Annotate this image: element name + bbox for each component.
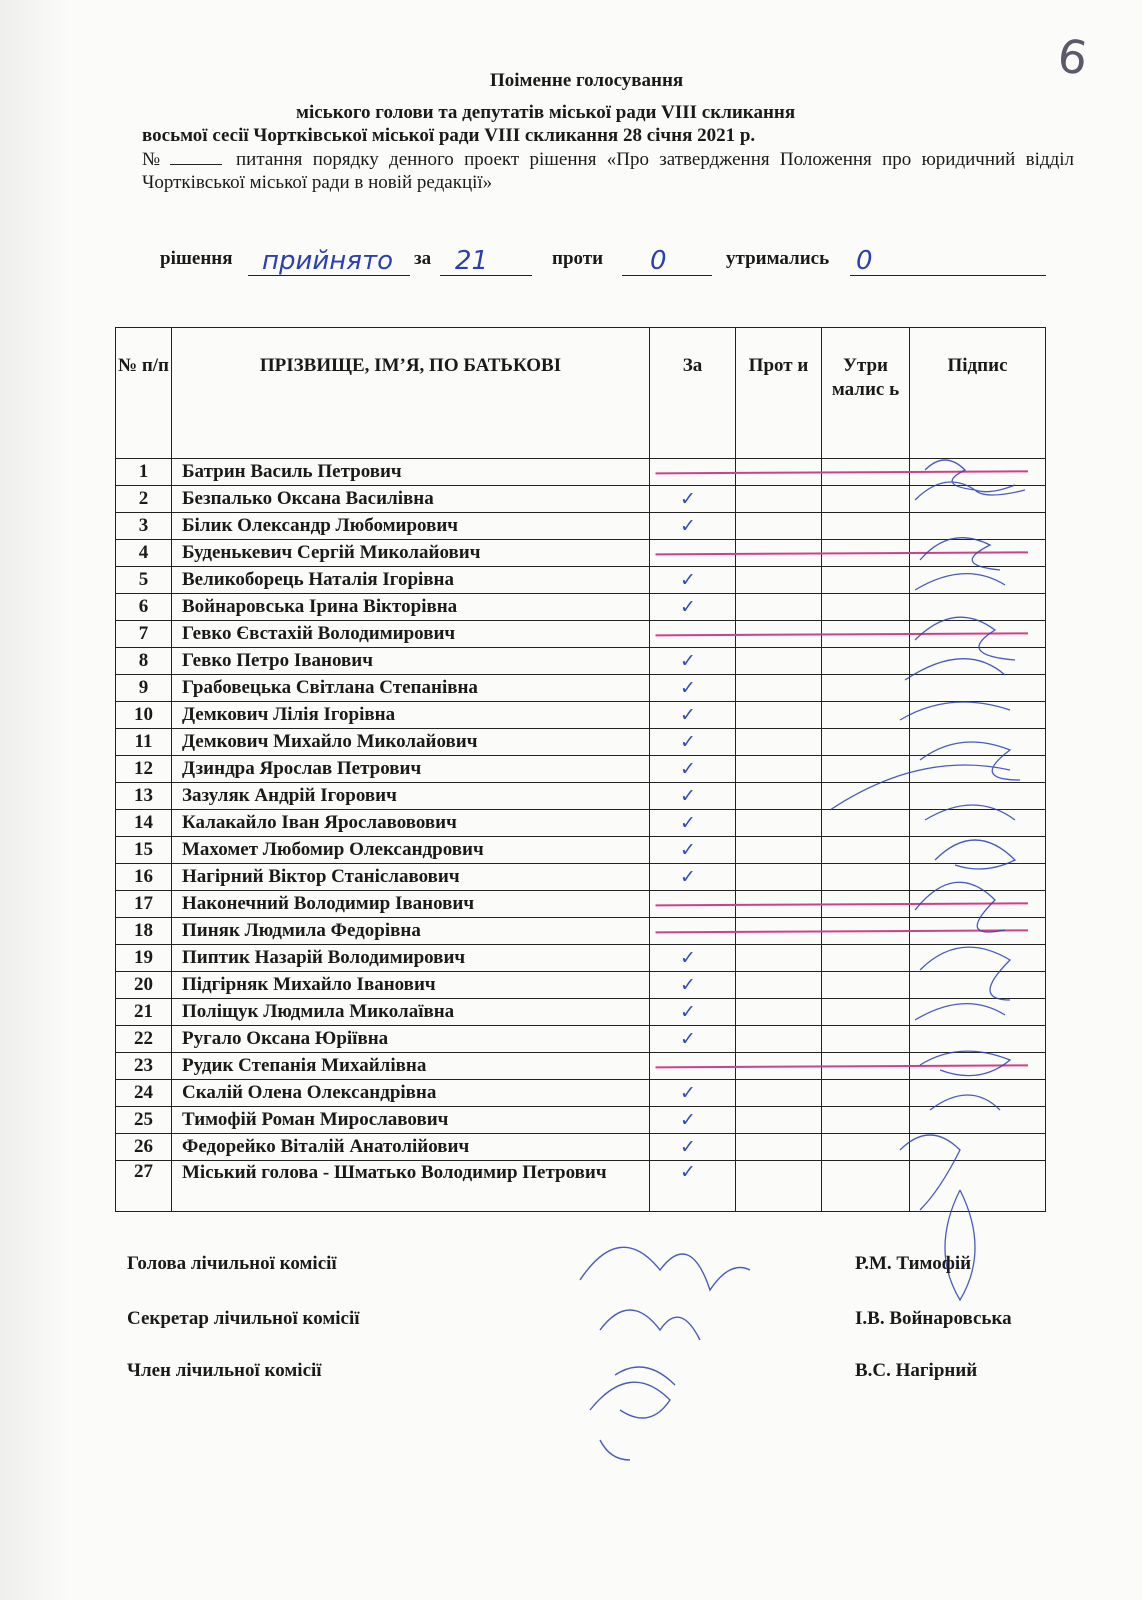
table-row	[116, 621, 1046, 648]
against-underline	[622, 275, 712, 276]
table-row	[116, 1026, 1046, 1053]
row-signature	[910, 945, 1046, 972]
row-signature	[910, 567, 1046, 594]
row-number: 2	[116, 486, 172, 513]
row-signature	[910, 864, 1046, 891]
row-vote-abstained	[822, 513, 910, 540]
roll-call-table	[115, 327, 1046, 1212]
header-abstained: Утри малис ь	[822, 328, 910, 459]
row-number: 8	[116, 648, 172, 675]
table-row	[116, 675, 1046, 702]
row-vote-abstained	[822, 810, 910, 837]
row-name: Рудик Степанія Михайлівна	[172, 1053, 650, 1080]
row-signature	[910, 702, 1046, 729]
row-vote-against	[736, 1107, 822, 1134]
row-number: 7	[116, 621, 172, 648]
row-vote-for: ✓	[650, 783, 736, 810]
row-vote-for: ✓	[650, 945, 736, 972]
row-name: Войнаровська Ірина Вікторівна	[172, 594, 650, 621]
commission-role: Голова лічильної комісії	[127, 1253, 337, 1274]
row-vote-abstained	[822, 837, 910, 864]
row-name: Підгірняк Михайло Іванович	[172, 972, 650, 999]
row-vote-against	[736, 1080, 822, 1107]
agenda-item	[142, 148, 1074, 194]
row-vote-abstained	[822, 1161, 910, 1212]
row-vote-against	[736, 972, 822, 999]
row-vote-abstained	[822, 756, 910, 783]
header-name: ПРІЗВИЩЕ, ІМ’Я, ПО БАТЬКОВІ	[172, 328, 650, 459]
row-vote-against	[736, 621, 822, 648]
row-signature	[910, 513, 1046, 540]
row-vote-abstained	[822, 648, 910, 675]
row-number: 12	[116, 756, 172, 783]
abstained-count: 0	[856, 246, 873, 276]
table-row	[116, 1080, 1046, 1107]
row-vote-for	[650, 621, 736, 648]
row-name: Демкович Лілія Ігорівна	[172, 702, 650, 729]
table-row	[116, 729, 1046, 756]
commission-member-name: Р.М. Тимофій	[855, 1253, 972, 1274]
row-vote-abstained	[822, 1134, 910, 1161]
row-signature	[910, 999, 1046, 1026]
row-vote-abstained	[822, 972, 910, 999]
row-vote-for: ✓	[650, 999, 736, 1026]
row-signature	[910, 621, 1046, 648]
row-vote-abstained	[822, 567, 910, 594]
row-vote-abstained	[822, 1107, 910, 1134]
row-vote-for: ✓	[650, 513, 736, 540]
row-number: 5	[116, 567, 172, 594]
for-count: 21	[455, 246, 489, 276]
row-signature	[910, 918, 1046, 945]
row-signature	[910, 459, 1046, 486]
table-row	[116, 459, 1046, 486]
row-vote-against	[736, 729, 822, 756]
row-signature	[910, 594, 1046, 621]
table-row	[116, 1053, 1046, 1080]
row-vote-abstained	[822, 594, 910, 621]
row-vote-abstained	[822, 945, 910, 972]
row-vote-for: ✓	[650, 594, 736, 621]
row-number: 16	[116, 864, 172, 891]
row-vote-for: ✓	[650, 972, 736, 999]
row-name: Буденькевич Сергій Миколайович	[172, 540, 650, 567]
row-signature	[910, 756, 1046, 783]
row-vote-against	[736, 783, 822, 810]
table-header-row	[116, 328, 1046, 459]
for-label: за	[414, 248, 432, 269]
row-vote-against	[736, 459, 822, 486]
table-row	[116, 1134, 1046, 1161]
against-count: 0	[650, 246, 667, 276]
row-vote-abstained	[822, 729, 910, 756]
row-vote-for: ✓	[650, 1134, 736, 1161]
row-vote-abstained	[822, 891, 910, 918]
row-name: Наконечний Володимир Іванович	[172, 891, 650, 918]
table-row	[116, 783, 1046, 810]
row-vote-abstained	[822, 675, 910, 702]
table-row	[116, 756, 1046, 783]
row-name: Великоборець Наталія Ігорівна	[172, 567, 650, 594]
row-signature	[910, 783, 1046, 810]
commission-role: Секретар лічильної комісії	[127, 1308, 360, 1329]
agenda-number-blank	[170, 150, 222, 165]
row-number: 13	[116, 783, 172, 810]
row-name: Гевко Євстахій Володимирович	[172, 621, 650, 648]
row-name: Грабовецька Світлана Степанівна	[172, 675, 650, 702]
abstained-label: утримались	[726, 248, 830, 269]
row-name: Калакайло Іван Ярославовович	[172, 810, 650, 837]
row-number: 20	[116, 972, 172, 999]
row-vote-abstained	[822, 540, 910, 567]
row-vote-against	[736, 1134, 822, 1161]
row-signature	[910, 1053, 1046, 1080]
row-vote-for: ✓	[650, 567, 736, 594]
row-signature	[910, 729, 1046, 756]
row-vote-abstained	[822, 702, 910, 729]
row-signature	[910, 540, 1046, 567]
decision-label: рішення	[160, 248, 233, 269]
row-name: Пиптик Назарій Володимирович	[172, 945, 650, 972]
row-number: 9	[116, 675, 172, 702]
table-row	[116, 1161, 1046, 1212]
session-line: восьмої сесії Чортківської міської ради VIII скликання 28 січня 2021 р.	[142, 125, 756, 146]
row-signature	[910, 1161, 1046, 1212]
row-vote-against	[736, 486, 822, 513]
header-signature: Підпис	[910, 328, 1046, 459]
row-number: 4	[116, 540, 172, 567]
table-row	[116, 513, 1046, 540]
document-title: Поіменне голосування	[490, 70, 684, 91]
row-vote-against	[736, 810, 822, 837]
row-signature	[910, 1107, 1046, 1134]
row-vote-abstained	[822, 1080, 910, 1107]
abstained-underline	[850, 275, 1046, 276]
row-signature	[910, 837, 1046, 864]
row-name: Безпалько Оксана Василівна	[172, 486, 650, 513]
row-name: Поліщук Людмила Миколаївна	[172, 999, 650, 1026]
row-number: 15	[116, 837, 172, 864]
row-signature	[910, 1080, 1046, 1107]
row-vote-against	[736, 999, 822, 1026]
row-vote-against	[736, 918, 822, 945]
row-number: 23	[116, 1053, 172, 1080]
row-number: 10	[116, 702, 172, 729]
table-row	[116, 594, 1046, 621]
row-vote-for: ✓	[650, 756, 736, 783]
table-row	[116, 810, 1046, 837]
row-vote-against	[736, 702, 822, 729]
document-subtitle: міського голови та депутатів міської ради VIII скликання	[296, 102, 796, 123]
commission-member-name: І.В. Войнаровська	[855, 1308, 1012, 1329]
row-number: 11	[116, 729, 172, 756]
row-vote-abstained	[822, 1026, 910, 1053]
row-number: 19	[116, 945, 172, 972]
table-row	[116, 837, 1046, 864]
row-vote-for: ✓	[650, 1026, 736, 1053]
row-vote-against	[736, 1053, 822, 1080]
commission-member-name: В.С. Нагірний	[855, 1360, 978, 1381]
row-name: Федорейко Віталій Анатолійович	[172, 1134, 650, 1161]
table-row	[116, 567, 1046, 594]
row-signature	[910, 648, 1046, 675]
row-vote-abstained	[822, 459, 910, 486]
row-vote-abstained	[822, 783, 910, 810]
row-number: 1	[116, 459, 172, 486]
row-signature	[910, 972, 1046, 999]
row-name: Білик Олександр Любомирович	[172, 513, 650, 540]
row-vote-abstained	[822, 864, 910, 891]
row-vote-against	[736, 675, 822, 702]
row-vote-for: ✓	[650, 810, 736, 837]
row-vote-against	[736, 891, 822, 918]
row-number: 17	[116, 891, 172, 918]
row-signature	[910, 675, 1046, 702]
row-name: Демкович Михайло Миколайович	[172, 729, 650, 756]
row-number: 6	[116, 594, 172, 621]
row-vote-against	[736, 864, 822, 891]
row-vote-against	[736, 513, 822, 540]
row-name: Ругало Оксана Юріївна	[172, 1026, 650, 1053]
row-name: Зазуляк Андрій Ігорович	[172, 783, 650, 810]
row-name: Пиняк Людмила Федорівна	[172, 918, 650, 945]
row-vote-against	[736, 1026, 822, 1053]
row-vote-for: ✓	[650, 1161, 736, 1212]
row-vote-against	[736, 945, 822, 972]
row-vote-for	[650, 459, 736, 486]
row-signature	[910, 810, 1046, 837]
header-for: За	[650, 328, 736, 459]
table-row	[116, 972, 1046, 999]
table-row	[116, 702, 1046, 729]
row-vote-against	[736, 567, 822, 594]
table-row	[116, 648, 1046, 675]
row-vote-against	[736, 540, 822, 567]
row-name: Скалій Олена Олександрівна	[172, 1080, 650, 1107]
row-number: 18	[116, 918, 172, 945]
row-name: Нагірний Віктор Станіславович	[172, 864, 650, 891]
row-vote-against	[736, 1161, 822, 1212]
row-vote-abstained	[822, 999, 910, 1026]
handwritten-page-number: 6	[1054, 28, 1091, 86]
row-number: 14	[116, 810, 172, 837]
row-signature	[910, 1026, 1046, 1053]
row-number: 3	[116, 513, 172, 540]
row-name: Тимофій Роман Мирославович	[172, 1107, 650, 1134]
commission-role: Член лічильної комісії	[127, 1360, 322, 1381]
table-row	[116, 999, 1046, 1026]
row-vote-for: ✓	[650, 864, 736, 891]
row-vote-for: ✓	[650, 648, 736, 675]
row-vote-for: ✓	[650, 486, 736, 513]
row-name: Міський голова - Шматько Володимир Петрович	[172, 1161, 650, 1212]
decision-value: прийнято	[262, 246, 393, 276]
row-signature	[910, 1134, 1046, 1161]
row-number: 25	[116, 1107, 172, 1134]
row-number: 26	[116, 1134, 172, 1161]
table-row	[116, 1107, 1046, 1134]
row-name: Дзиндра Ярослав Петрович	[172, 756, 650, 783]
header-against: Прот и	[736, 328, 822, 459]
agenda-text: питання порядку денного проект рішення «Про затвердження Положення про юридичний відділ Чортківської міської ради в новій редакції»	[142, 149, 1074, 193]
header-number: № п/п	[116, 328, 172, 459]
row-vote-abstained	[822, 918, 910, 945]
table-row	[116, 864, 1046, 891]
row-vote-for: ✓	[650, 675, 736, 702]
row-number: 22	[116, 1026, 172, 1053]
row-vote-for	[650, 1053, 736, 1080]
row-vote-for	[650, 918, 736, 945]
row-vote-against	[736, 648, 822, 675]
row-vote-for	[650, 540, 736, 567]
row-signature	[910, 891, 1046, 918]
row-number: 27	[116, 1161, 172, 1212]
row-vote-against	[736, 594, 822, 621]
table-row	[116, 918, 1046, 945]
agenda-number-prefix: №	[142, 149, 166, 170]
table-row	[116, 540, 1046, 567]
row-vote-against	[736, 837, 822, 864]
row-vote-for	[650, 891, 736, 918]
row-name: Батрин Василь Петрович	[172, 459, 650, 486]
row-vote-abstained	[822, 1053, 910, 1080]
row-name: Махомет Любомир Олександрович	[172, 837, 650, 864]
row-vote-for: ✓	[650, 1080, 736, 1107]
table-row	[116, 945, 1046, 972]
row-vote-for: ✓	[650, 729, 736, 756]
row-number: 24	[116, 1080, 172, 1107]
row-vote-for: ✓	[650, 837, 736, 864]
table-row	[116, 891, 1046, 918]
row-vote-for: ✓	[650, 1107, 736, 1134]
row-vote-abstained	[822, 621, 910, 648]
row-name: Гевко Петро Іванович	[172, 648, 650, 675]
row-vote-against	[736, 756, 822, 783]
row-number: 21	[116, 999, 172, 1026]
table-row	[116, 486, 1046, 513]
against-label: проти	[552, 248, 604, 269]
row-signature	[910, 486, 1046, 513]
scan-shadow	[0, 0, 70, 1600]
row-vote-for: ✓	[650, 702, 736, 729]
row-vote-abstained	[822, 486, 910, 513]
